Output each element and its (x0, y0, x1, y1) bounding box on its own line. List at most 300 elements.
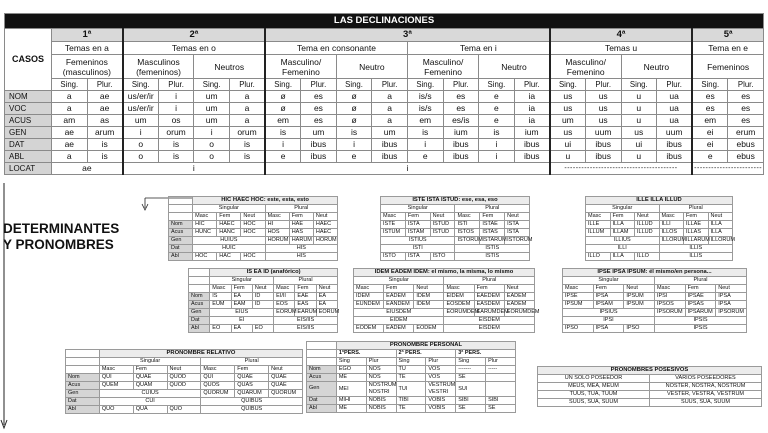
form-cell: EOS (274, 301, 295, 309)
form-cell: ME (336, 374, 366, 382)
form-cell: ILLA (708, 229, 733, 237)
ending-cell: os (158, 115, 194, 127)
form-cell: HORUM (313, 237, 337, 245)
locat-cell: ---------------------------------------- (550, 163, 692, 175)
form-cell: IDEM (414, 301, 444, 309)
ending-cell: a (372, 103, 408, 115)
ending-cell: ua (657, 115, 693, 127)
gender-label: Neutro (336, 55, 407, 79)
form-cell: EI/II (274, 293, 295, 301)
number-row (354, 277, 535, 285)
form-cell: EADEM (384, 293, 414, 301)
ending-cell: e (479, 115, 515, 127)
form-cell: HOC (193, 253, 217, 261)
table-row (307, 374, 516, 382)
case-label: Acus (169, 229, 193, 237)
stem-label: Tema en e (692, 42, 763, 55)
ending-cell: is (479, 127, 515, 139)
ending-cell: es (728, 91, 764, 103)
form-cell: ISTUD (430, 229, 455, 237)
table-row (381, 221, 530, 229)
form-cell: TUI (396, 382, 426, 397)
form-cell: VOBIS (426, 405, 456, 413)
ending-cell: is (229, 151, 265, 163)
table-row (66, 382, 303, 390)
ending-cell: es (728, 115, 764, 127)
form-cell: ISTA (505, 229, 530, 237)
form-cell: HAEC (217, 221, 241, 229)
gender-header: Masc (654, 285, 685, 293)
form-cell: HAS (289, 229, 313, 237)
gender-header: Fem (133, 366, 167, 374)
plural-header: Plur. (372, 79, 408, 91)
plural-header: Plur. (657, 79, 693, 91)
ending-cell: ebus (728, 151, 764, 163)
gender-header: Neut (504, 285, 534, 293)
ending-cell: arum (87, 127, 123, 139)
form-cell: HIS (265, 253, 337, 261)
form-cell (486, 374, 516, 382)
table-row (189, 317, 338, 325)
declension-title: LAS DECLINACIONES (5, 14, 764, 29)
ending-cell: is (336, 127, 372, 139)
gender-header: Masc (444, 285, 474, 293)
form-cell: EO (210, 325, 231, 333)
blank-cell (307, 358, 337, 366)
form-cell: SE (456, 405, 486, 413)
form-cell: QUIBUS (201, 398, 303, 406)
ending-cell: ium (514, 127, 550, 139)
number-header: Sing (336, 358, 366, 366)
table-row (354, 293, 535, 301)
form-cell: EIS/IIS (274, 325, 338, 333)
case-label: Acus (189, 301, 210, 309)
decl-number-2: 2ª (123, 29, 265, 42)
form-cell: IPSOS (654, 301, 685, 309)
form-cell: ILLIS (659, 253, 733, 261)
form-cell: SE (456, 374, 486, 382)
table-row (563, 293, 747, 301)
number-row (381, 205, 530, 213)
form-cell: ILLIUS (586, 237, 660, 245)
form-cell: NOSTER, NOSTRA, NOSTRUM (650, 383, 762, 391)
form-cell: HARUM (289, 237, 313, 245)
case-label: Nom (307, 366, 337, 374)
ending-cell: u (621, 115, 657, 127)
ending-cell: es (443, 103, 479, 115)
case-label: VOC (5, 103, 52, 115)
case-label: Nom (169, 221, 193, 229)
number-row (586, 205, 733, 213)
table-title: ISTE ISTA ISTUD: ese, esa, eso (381, 197, 530, 205)
form-cell: ISTAM (405, 229, 430, 237)
form-cell: ISTIS (455, 245, 530, 253)
ending-cell: ibus (301, 151, 337, 163)
case-label: Abl (66, 406, 100, 414)
table-row (586, 221, 733, 229)
case-label: Acus (307, 374, 337, 382)
ending-cell: ium (443, 127, 479, 139)
ending-cell: ui (621, 139, 657, 151)
plural-header: Plural (444, 277, 535, 285)
table-title: IDEM EADEM IDEM: el mismo, la misma, lo mismo (354, 269, 535, 277)
form-cell: EADEM (504, 301, 534, 309)
ending-cell: i (407, 139, 443, 151)
ending-cell: i (158, 103, 194, 115)
form-cell: QUIBUS (201, 406, 303, 414)
ending-cell: as (87, 115, 123, 127)
table-title: PRONOMBRE RELATIVO (99, 350, 302, 358)
form-cell: EGO (336, 366, 366, 374)
form-cell: QUI (99, 374, 133, 382)
form-cell: CUI (99, 398, 201, 406)
gender-header: Fem (593, 285, 624, 293)
singular-header: Sing. (407, 79, 443, 91)
table-row (381, 237, 530, 245)
ending-cell: ia (514, 103, 550, 115)
form-cell: EADEM (384, 325, 414, 333)
form-cell: HIC (193, 221, 217, 229)
ending-cell: um (194, 91, 230, 103)
ending-cell: e (692, 151, 728, 163)
case-label: Dat (66, 398, 100, 406)
form-cell: HORUM (265, 237, 289, 245)
number-header: Plur (486, 358, 516, 366)
form-cell: IPSUM (563, 301, 594, 309)
ending-cell: i (158, 91, 194, 103)
column-header: VARIOS POSEEDORES (650, 375, 762, 383)
plural-header: Plural (274, 277, 338, 285)
ending-cell: es (728, 103, 764, 115)
form-cell: IDEM (354, 293, 384, 301)
ending-cell: am (52, 115, 88, 127)
gender-row (586, 213, 733, 221)
table-row (586, 229, 733, 237)
stem-label: Temas en o (123, 42, 265, 55)
ending-cell: ae (52, 139, 88, 151)
ending-cell: is (87, 139, 123, 151)
case-label: Gen (307, 382, 337, 397)
form-cell: ILLORUM (659, 237, 684, 245)
form-cell: ISTA (505, 221, 530, 229)
form-cell: ISTE (381, 221, 406, 229)
plural-header: Plural (201, 358, 303, 366)
gender-header: Neut (716, 285, 747, 293)
gender-header: Neut (505, 213, 530, 221)
gender-header: Masc (354, 285, 384, 293)
ending-cell: em (692, 115, 728, 127)
form-cell: ISTA (405, 221, 430, 229)
table-row (189, 293, 338, 301)
gender-header: Masc (193, 213, 217, 221)
form-cell: HOS (265, 229, 289, 237)
form-cell: SUI (456, 382, 486, 397)
form-cell: HOC (241, 229, 265, 237)
gender-label: Masculinos (femeninos) (123, 55, 194, 79)
form-cell: ILLI (586, 245, 660, 253)
idem-eadem-idem-table (353, 268, 540, 333)
gender-label: Masculino/ Femenino (265, 55, 336, 79)
case-label: Dat (189, 317, 210, 325)
form-cell: ILLAS (684, 229, 709, 237)
singular-header: Singular (210, 277, 274, 285)
form-cell: ILLIS (659, 245, 733, 253)
form-cell: EIDEM (444, 293, 474, 301)
table-row (307, 405, 516, 413)
posesivos-table (537, 366, 762, 407)
decl-number-4: 4ª (550, 29, 692, 42)
gender-label: Neutro (621, 55, 692, 79)
gender-header: Neut (241, 213, 265, 221)
form-cell: EADEM (504, 293, 534, 301)
form-cell: EA (316, 301, 337, 309)
gender-header: Neut (430, 213, 455, 221)
table-title-row (586, 197, 733, 205)
casos-label: CASOS (5, 29, 52, 91)
form-cell: CUIUS (99, 390, 201, 398)
case-label: NOM (5, 91, 52, 103)
table-row (354, 301, 535, 309)
gender-header: Masc (201, 366, 235, 374)
form-cell: EODEM (414, 325, 444, 333)
gender-row (563, 285, 747, 293)
form-cell: NOSTRUM NOSTRI (366, 382, 396, 397)
form-cell: IPSI (654, 293, 685, 301)
singular-header: Sing. (265, 79, 301, 91)
form-cell: SUUS, SUA, SUUM (650, 399, 762, 407)
form-cell: EORUMDEM (504, 309, 534, 317)
gender-header: Fem (217, 213, 241, 221)
ending-cell: u (621, 103, 657, 115)
ending-cell: um (550, 115, 586, 127)
ending-cell: o (194, 139, 230, 151)
ending-cell: es (301, 115, 337, 127)
gender-header: Neut (708, 213, 733, 221)
gender-header: Fem (480, 213, 505, 221)
number-header: Sing (456, 358, 486, 366)
gender-label: Masculino/ Femenino (550, 55, 621, 79)
form-cell: IPSAE (685, 293, 716, 301)
table-row (538, 383, 762, 391)
case-label: Abl (169, 253, 193, 261)
decl-number-5: 5ª (692, 29, 763, 42)
form-cell: EA (316, 293, 337, 301)
ending-cell: i (479, 139, 515, 151)
case-label: ABL (5, 151, 52, 163)
form-cell: ISTO (430, 253, 455, 261)
case-label: GEN (5, 127, 52, 139)
gender-header: Masc (659, 213, 684, 221)
ending-cell: ae (87, 91, 123, 103)
blank-cell (307, 350, 337, 358)
form-cell: SE (486, 405, 516, 413)
ending-cell: us (621, 127, 657, 139)
form-cell: HUIC (193, 245, 265, 253)
ending-cell: e (479, 103, 515, 115)
case-label: DAT (5, 139, 52, 151)
ending-cell: ibus (301, 139, 337, 151)
ending-cell: a (372, 91, 408, 103)
singular-header: Sing. (123, 79, 159, 91)
stem-label: Temas u (550, 42, 692, 55)
ending-cell: ibus (443, 151, 479, 163)
form-cell: EAE (295, 293, 316, 301)
form-cell: ISTIUS (381, 237, 455, 245)
form-cell: TE (396, 374, 426, 382)
form-cell: ILLAE (684, 221, 709, 229)
ending-cell: orum (158, 127, 194, 139)
form-cell: ISTORUM (505, 237, 530, 245)
section-title-line: Y PRONOMBRES (3, 237, 114, 252)
gender-label: Masculino/ Femenino (407, 55, 478, 79)
gender-row (66, 366, 303, 374)
form-cell: QUOD (167, 382, 201, 390)
table-title: IPSE IPSA IPSUM: él mismo/en persona... (563, 269, 747, 277)
case-label: Dat (169, 245, 193, 253)
form-cell: HI (265, 221, 289, 229)
case-label: Nom (189, 293, 210, 301)
form-cell: TUUS, TUA, TUUM (538, 391, 650, 399)
ending-cell: us (550, 91, 586, 103)
ending-cell: a (229, 115, 265, 127)
plural-header: Plural (455, 205, 530, 213)
plural-header: Plur. (301, 79, 337, 91)
case-label: Dat (307, 397, 337, 405)
ending-cell: ibus (585, 139, 621, 151)
singular-header: Singular (99, 358, 201, 366)
ending-cell: ø (336, 115, 372, 127)
ending-cell: is (87, 151, 123, 163)
singular-header: Sing. (550, 79, 586, 91)
form-cell: HUIUS (193, 237, 265, 245)
blank-cell (307, 342, 337, 350)
table-title: PRONOMBRE PERSONAL (336, 342, 515, 350)
form-cell: ------- (456, 366, 486, 374)
blank-cell (189, 277, 210, 285)
blank-cell (169, 205, 193, 213)
form-cell: EA (231, 293, 252, 301)
ending-cell: orum (229, 127, 265, 139)
decl-number-1: 1ª (52, 29, 123, 42)
form-cell: QUAM (133, 382, 167, 390)
table-title: ILLE ILLA ILLUD (586, 197, 733, 205)
locat-cell: i (265, 163, 550, 175)
form-cell: HAC (217, 253, 241, 261)
ending-cell: is (265, 127, 301, 139)
singular-header: Singular (381, 205, 455, 213)
form-cell: QUEM (99, 382, 133, 390)
form-cell: HAEC (313, 229, 337, 237)
person-header: 2ª PERS. (396, 350, 456, 358)
blank-cell (169, 197, 193, 205)
table-title-row (563, 269, 747, 277)
ending-cell: is (158, 139, 194, 151)
number-row (307, 358, 516, 366)
blank-cell (66, 358, 100, 366)
ending-cell: ibus (657, 151, 693, 163)
form-cell: ISTAS (480, 229, 505, 237)
form-cell: ----- (486, 366, 516, 374)
form-cell: IPSI (563, 317, 655, 325)
form-cell: EUNDEM (354, 301, 384, 309)
form-cell: ILLE (586, 221, 611, 229)
column-header: UN SOLO POSEEDOR (538, 375, 650, 383)
plural-header: Plural (265, 205, 337, 213)
gender-header: Neut (252, 285, 273, 293)
form-cell: ILLAM (610, 229, 635, 237)
singular-header: Sing. (692, 79, 728, 91)
plural-header: Plur. (443, 79, 479, 91)
form-cell: ISTO (381, 253, 406, 261)
table-row (189, 325, 338, 333)
form-cell: HAEC (313, 221, 337, 229)
ending-cell: ia (514, 115, 550, 127)
table-row (169, 229, 338, 237)
table-row (586, 253, 733, 261)
number-header: Plur (366, 358, 396, 366)
table-row (563, 325, 747, 333)
ending-cell: es (692, 91, 728, 103)
gender-label: Femeninos (692, 55, 763, 79)
ending-cell: ø (265, 103, 301, 115)
form-cell: NOS (366, 366, 396, 374)
form-cell: ISTUM (381, 229, 406, 237)
gender-header: Neut (635, 213, 660, 221)
ending-cell: ibus (585, 151, 621, 163)
form-cell: ME (336, 405, 366, 413)
header-row (538, 375, 762, 383)
form-cell: EUM (210, 301, 231, 309)
form-cell: ILLORUM (708, 237, 733, 245)
gender-header: Neut (316, 285, 337, 293)
form-cell: EAS (295, 301, 316, 309)
ending-cell: e (265, 151, 301, 163)
form-cell: ISTORUM (455, 237, 480, 245)
gender-header: Neut (624, 285, 655, 293)
ending-cell: ibus (372, 139, 408, 151)
form-cell: VOBIS (426, 397, 456, 405)
blank-cell (189, 285, 210, 293)
gender-header: Masc (99, 366, 133, 374)
form-cell: IPSARUM (685, 309, 716, 317)
form-cell: ILLUM (586, 229, 611, 237)
ending-cell: us (585, 115, 621, 127)
ending-cell: a (52, 91, 88, 103)
ending-cell: em (265, 115, 301, 127)
ending-cell: e (336, 151, 372, 163)
case-label: Abl (307, 405, 337, 413)
form-cell: EORUM (316, 309, 337, 317)
locat-cell: i (123, 163, 265, 175)
form-cell: MEUS, MEA, MEUM (538, 383, 650, 391)
form-cell: EAEDEM (474, 293, 504, 301)
form-cell: ILLA (610, 253, 635, 261)
form-cell: ILLO (635, 253, 660, 261)
form-cell: EOSDEM (444, 301, 474, 309)
ending-cell: us (585, 91, 621, 103)
ending-cell: u (621, 91, 657, 103)
table-row (66, 374, 303, 382)
form-cell: ILLO (586, 253, 611, 261)
ending-cell: ibus (514, 139, 550, 151)
locat-cell: ------------------------ (692, 163, 763, 175)
form-cell: IPSA (593, 325, 624, 333)
form-cell: VESTER, VESTRA, VESTRUM (650, 391, 762, 399)
ending-cell: e (407, 151, 443, 163)
form-cell: EISDEM (444, 325, 535, 333)
table-row (307, 397, 516, 405)
stem-label: Temas en a (52, 42, 123, 55)
